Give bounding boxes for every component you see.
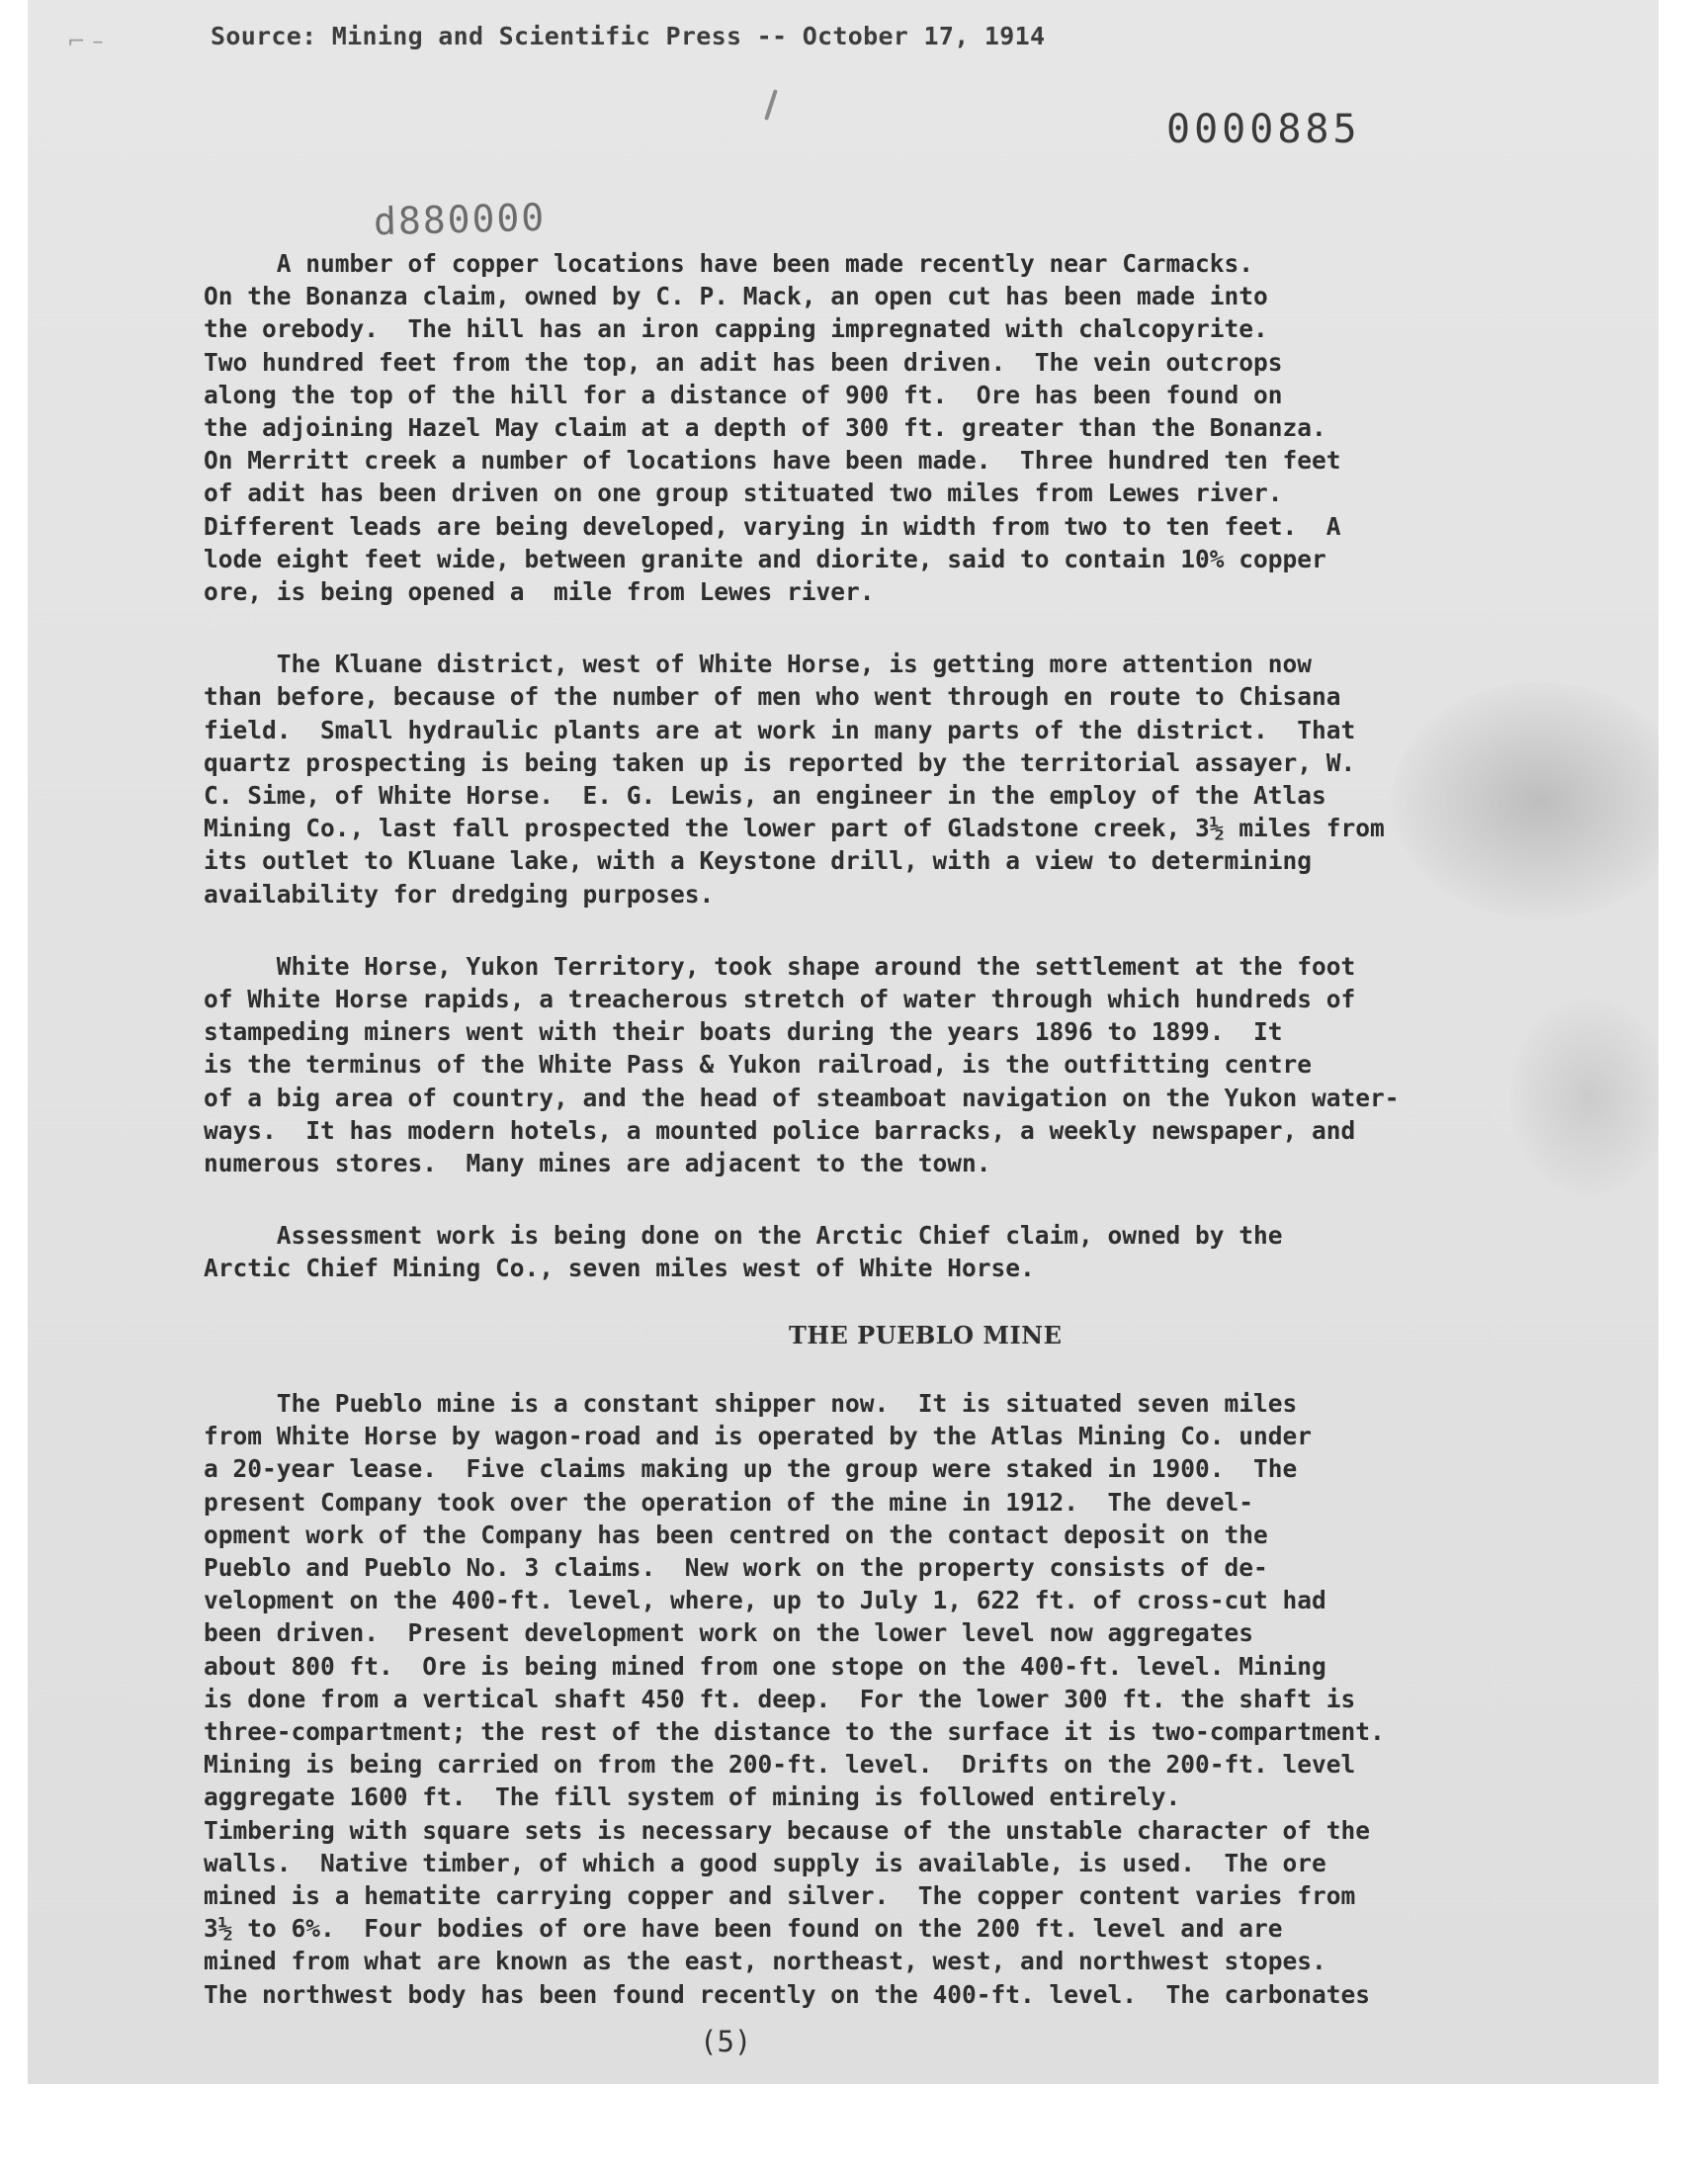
text-line: of adit has been driven on one group stituated two miles from Lewes river. <box>204 478 1283 508</box>
text-line: is the terminus of the White Pass & Yukon railroad, is the outfitting centre <box>204 1050 1313 1080</box>
text-line: opment work of the Company has been centred on the contact deposit on the <box>204 1520 1268 1549</box>
text-line: the orebody. The hill has an iron capping impregnated with chalcopyrite. <box>204 314 1268 344</box>
text-line: lode eight feet wide, between granite and diorite, said to contain 10% copper <box>204 544 1326 573</box>
paragraph-white-horse <box>204 950 1587 1179</box>
text-line: been driven. Present development work on the lower level now aggregates <box>204 1618 1254 1648</box>
text-line: its outlet to Kluane lake, with a Keystone drill, with a view to determining <box>204 846 1313 876</box>
text-line: availability for dredging purposes. <box>204 879 715 909</box>
pen-tick-mark <box>764 89 778 121</box>
text-line: Timbering with square sets is necessary because of the unstable character of the <box>204 1815 1371 1845</box>
section-heading: THE PUEBLO MINE <box>789 1320 1063 1349</box>
text-line: Two hundred feet from the top, an adit has been driven. The vein outcrops <box>204 347 1283 377</box>
text-line: ore, is being opened a mile from Lewes river. <box>204 577 875 607</box>
text-line: velopment on the 400-ft. level, where, up to July 1, 622 ft. of cross-cut had <box>204 1586 1326 1615</box>
text-line: Mining Co., last fall prospected the lower part of Gladstone creek, 3½ miles from <box>204 814 1385 843</box>
text-line: Arctic Chief Mining Co., seven miles west of White Horse. <box>204 1254 1035 1283</box>
text-line: The Kluane district, west of White Horse, is getting more attention now <box>204 650 1313 679</box>
text-line: mined is a hematite carrying copper and silver. The copper content varies from <box>204 1880 1356 1910</box>
paragraph-pueblo-mine <box>204 1387 1587 2011</box>
text-line: Assessment work is being done on the Arctic Chief claim, owned by the <box>204 1221 1283 1251</box>
text-line: On Merritt creek a number of locations have been made. Three hundred ten feet <box>204 446 1341 476</box>
text-line: field. Small hydraulic plants are at work in many parts of the district. That <box>204 715 1356 744</box>
text-line: quartz prospecting is being taken up is reported by the territorial assayer, W. <box>204 747 1356 777</box>
text-line: is done from a vertical shaft 450 ft. deep. For the lower 300 ft. the shaft is <box>204 1684 1356 1713</box>
text-line: stampeding miners went with their boats during the years 1896 to 1899. It <box>204 1017 1283 1047</box>
article-body <box>204 247 1587 2050</box>
text-line: present Company took over the operation of the mine in 1912. The devel- <box>204 1487 1254 1517</box>
text-line: ways. It has modern hotels, a mounted police barracks, a weekly newspaper, and <box>204 1115 1356 1145</box>
text-line: walls. Native timber, of which a good supply is available, is used. The ore <box>204 1848 1326 1877</box>
stamp-number: d880000 <box>373 195 547 244</box>
page-number: (5) <box>700 2025 752 2058</box>
text-line: White Horse, Yukon Territory, took shape around the settlement at the foot <box>204 951 1356 981</box>
text-line: about 800 ft. Ore is being mined from one stope on the 400-ft. level. Mining <box>204 1651 1326 1681</box>
text-line: the adjoining Hazel May claim at a depth of 300 ft. greater than the Bonanza. <box>204 413 1326 443</box>
text-line: a 20-year lease. Five claims making up the group were staked in 1900. The <box>204 1454 1298 1484</box>
text-line: of White Horse rapids, a treacherous stretch of water through which hundreds of <box>204 985 1356 1014</box>
paragraph-kluane <box>204 648 1587 911</box>
text-line: A number of copper locations have been made recently near Carmacks. <box>204 249 1254 278</box>
text-line: numerous stores. Many mines are adjacent to the town. <box>204 1149 991 1178</box>
text-line: three-compartment; the rest of the distance to the surface it is two-compartment. <box>204 1716 1385 1746</box>
text-line: On the Bonanza claim, owned by C. P. Mack, an open cut has been made into <box>204 282 1268 311</box>
text-line: Pueblo and Pueblo No. 3 claims. New work on the property consists of de- <box>204 1552 1268 1582</box>
text-line: from White Horse by wagon-road and is operated by the Atlas Mining Co. under <box>204 1422 1313 1451</box>
document-number: 0000885 <box>1166 107 1361 152</box>
margin-mark: ⌐ – <box>67 30 104 54</box>
paragraph-carmacks <box>204 247 1587 608</box>
text-line: of a big area of country, and the head of steamboat navigation on the Yukon water- <box>204 1083 1400 1112</box>
source-line: Source: Mining and Scientific Press -- October 17, 1914 <box>211 22 1046 50</box>
text-line: than before, because of the number of men who went through en route to Chisana <box>204 682 1341 712</box>
paragraph-arctic-chief <box>204 1219 1587 1284</box>
text-line: along the top of the hill for a distance of 900 ft. Ore has been found on <box>204 380 1283 409</box>
document-page <box>28 0 1659 2084</box>
text-line: 3½ to 6%. Four bodies of ore have been found on the 200 ft. level and are <box>204 1914 1283 1944</box>
text-line: Mining is being carried on from the 200-ft. level. Drifts on the 200-ft. level <box>204 1750 1356 1780</box>
text-line: The northwest body has been found recently on the 400-ft. level. The carbonates <box>204 1979 1371 2009</box>
text-line: mined from what are known as the east, northeast, west, and northwest stopes. <box>204 1947 1326 1976</box>
text-line: C. Sime, of White Horse. E. G. Lewis, an engineer in the employ of the Atlas <box>204 781 1326 811</box>
text-line: Different leads are being developed, varying in width from two to ten feet. A <box>204 511 1341 541</box>
text-line: aggregate 1600 ft. The fill system of mining is followed entirely. <box>204 1783 1181 1812</box>
text-line: The Pueblo mine is a constant shipper now. It is situated seven miles <box>204 1388 1298 1418</box>
